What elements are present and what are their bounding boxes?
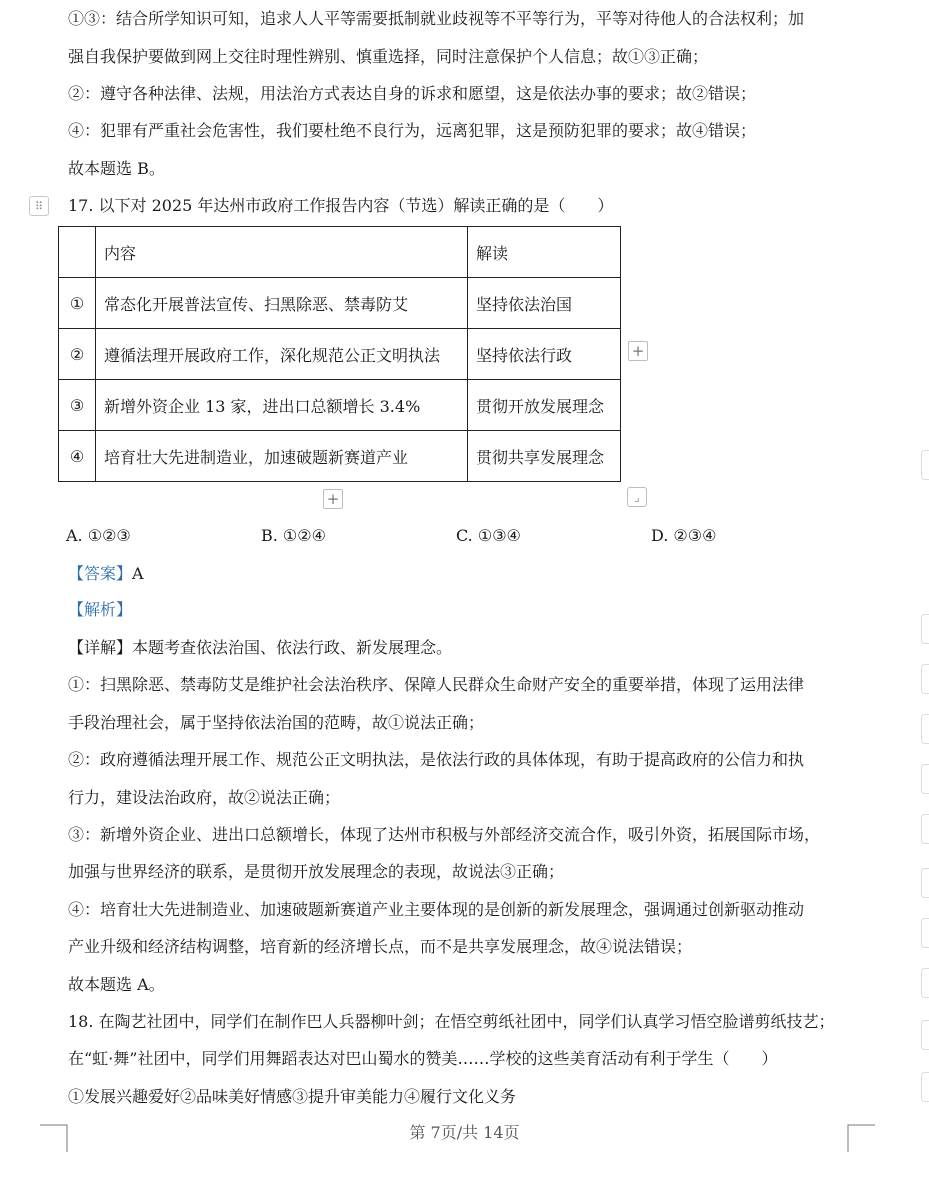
table-cell-interpretation[interactable]: 坚持依法行政 bbox=[468, 329, 621, 380]
detail-conclusion: 故本题选 A。 bbox=[68, 975, 165, 994]
question-17-table bbox=[58, 226, 621, 482]
question-17-stem: 17. 以下对 2025 年达州市政府工作报告内容（节选）解读正确的是（ ） bbox=[68, 196, 614, 215]
table-header-row bbox=[59, 227, 621, 278]
table-row bbox=[59, 329, 621, 380]
side-tab[interactable] bbox=[921, 868, 929, 898]
detail-line: ②：政府遵循法理开展工作、规范公正文明执法，是依法行政的具体体现，有助于提高政府的公信力和执 bbox=[68, 750, 805, 769]
table-cell-content[interactable]: 遵循法理开展政府工作，深化规范公正文明执法 bbox=[96, 329, 468, 380]
prev-conclusion: 故本题选 B。 bbox=[68, 159, 165, 178]
table-cell-index[interactable]: ③ bbox=[59, 380, 96, 431]
table-row bbox=[59, 431, 621, 482]
table-cell-index[interactable]: ① bbox=[59, 278, 96, 329]
add-column-plus-icon[interactable]: + bbox=[628, 341, 648, 361]
table-row bbox=[59, 380, 621, 431]
option-d: D. ②③④ bbox=[651, 526, 717, 545]
question-18-stem: 在“虹·舞”社团中，同学们用舞蹈表达对巴山蜀水的赞美……学校的这些美育活动有利于学生（ ） bbox=[68, 1049, 778, 1068]
table-cell-content[interactable]: 新增外资企业 13 家，进出口总额增长 3.4% bbox=[96, 380, 468, 431]
table-cell-interpretation[interactable]: 贯彻共享发展理念 bbox=[468, 431, 621, 482]
option-a: A. ①②③ bbox=[66, 526, 131, 545]
table-header-interpretation[interactable]: 解读 bbox=[468, 227, 621, 278]
drag-handle-icon[interactable]: ⠿ bbox=[29, 196, 49, 216]
detail-intro-line bbox=[68, 638, 452, 658]
detail-line: 手段治理社会，属于坚持依法治国的范畴，故①说法正确； bbox=[68, 713, 485, 732]
answer-value: A bbox=[132, 564, 144, 583]
analysis-tag: 【解析】 bbox=[68, 600, 133, 619]
detail-tag: 【详解】 bbox=[68, 638, 133, 657]
page-footer: 第 7页/共 14页 bbox=[409, 1123, 520, 1142]
table-cell-index[interactable]: ④ bbox=[59, 431, 96, 482]
prev-explanation-line: ④：犯罪有严重社会危害性，我们要杜绝不良行为，远离犯罪，这是预防犯罪的要求；故④错误； bbox=[68, 121, 757, 140]
add-row-plus-icon[interactable]: + bbox=[323, 489, 343, 509]
option-b: B. ①②④ bbox=[261, 526, 326, 545]
detail-line: ①：扫黑除恶、禁毒防艾是维护社会法治秩序、保障人民群众生命财产安全的重要举措，体现了运用法律 bbox=[68, 675, 805, 694]
table-cell-content[interactable]: 常态化开展普法宣传、扫黑除恶、禁毒防艾 bbox=[96, 278, 468, 329]
side-tab[interactable] bbox=[921, 918, 929, 948]
side-tab[interactable] bbox=[921, 1072, 929, 1102]
table-cell-interpretation[interactable]: 贯彻开放发展理念 bbox=[468, 380, 621, 431]
side-tab[interactable] bbox=[921, 450, 929, 480]
side-tab[interactable] bbox=[921, 664, 929, 694]
side-tab[interactable] bbox=[921, 764, 929, 794]
side-tab[interactable] bbox=[921, 968, 929, 998]
detail-line: ③：新增外资企业、进出口总额增长，体现了达州市积极与外部经济交流合作，吸引外资，拓展国际市场， bbox=[68, 825, 821, 844]
prev-explanation-line: 强自我保护要做到网上交往时理性辨别、慎重选择，同时注意保护个人信息；故①③正确； bbox=[68, 47, 709, 66]
table-cell-index[interactable]: ② bbox=[59, 329, 96, 380]
table-cell-content[interactable]: 培育壮大先进制造业，加速破题新赛道产业 bbox=[96, 431, 468, 482]
detail-intro: 本题考查依法治国、依法行政、新发展理念。 bbox=[132, 638, 453, 657]
question-18-stem: 18. 在陶艺社团中，同学们在制作巴人兵器柳叶剑；在悟空剪纸社团中，同学们认真学习悟空脸谱剪纸技艺； bbox=[68, 1012, 835, 1031]
side-tab[interactable] bbox=[921, 614, 929, 644]
question-18-items: ①发展兴趣爱好②品味美好情感③提升审美能力④履行文化义务 bbox=[68, 1087, 517, 1106]
prev-explanation-line: ②：遵守各种法律、法规，用法治方式表达自身的诉求和愿望，这是依法办事的要求；故②错误； bbox=[68, 84, 757, 103]
prev-explanation-line: ①③：结合所学知识可知，追求人人平等需要抵制就业歧视等不平等行为，平等对待他人的合法权利；加 bbox=[68, 9, 805, 28]
side-tab[interactable] bbox=[921, 1020, 929, 1050]
answer-tag: 【答案】 bbox=[68, 564, 133, 583]
answer-line bbox=[68, 564, 144, 584]
detail-line: 行力，建设法治政府，故②说法正确； bbox=[68, 788, 341, 807]
detail-line: 产业升级和经济结构调整，培育新的经济增长点，而不是共享发展理念，故④说法错误； bbox=[68, 937, 693, 956]
side-tab[interactable] bbox=[921, 814, 929, 844]
side-tab[interactable] bbox=[921, 714, 929, 744]
table-cell[interactable] bbox=[59, 227, 96, 278]
option-c: C. ①③④ bbox=[456, 526, 521, 545]
table-row bbox=[59, 278, 621, 329]
resize-icon[interactable]: ⌟ bbox=[627, 487, 647, 507]
table-cell-interpretation[interactable]: 坚持依法治国 bbox=[468, 278, 621, 329]
detail-line: 加强与世界经济的联系，是贯彻开放发展理念的表现，故说法③正确； bbox=[68, 862, 565, 881]
detail-line: ④：培育壮大先进制造业、加速破题新赛道产业主要体现的是创新的新发展理念，强调通过创新驱动推动 bbox=[68, 900, 805, 919]
table-header-content[interactable]: 内容 bbox=[96, 227, 468, 278]
